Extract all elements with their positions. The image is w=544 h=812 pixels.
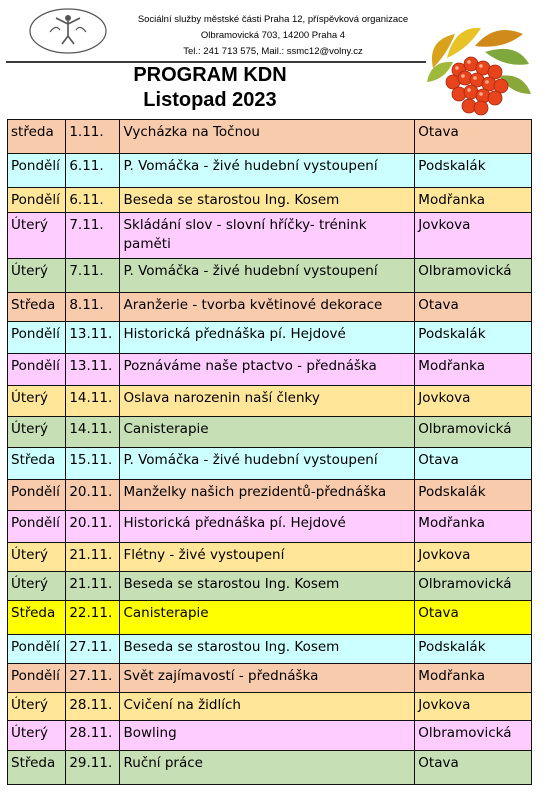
- schedule-row: [8, 213, 532, 259]
- place-cell: Jovkova: [415, 213, 532, 259]
- date-cell: 14.11.: [66, 386, 120, 417]
- day-cell: Pondělí: [8, 322, 66, 354]
- activity-cell: Beseda se starostou Ing. Kosem: [120, 188, 415, 213]
- activity-cell: Historická přednáška pí. Hejdové: [120, 511, 415, 543]
- date-cell: 20.11.: [66, 511, 120, 543]
- date-cell: 7.11.: [66, 259, 120, 293]
- activity-cell: Beseda se starostou Ing. Kosem: [120, 572, 415, 601]
- schedule-body: [8, 120, 532, 785]
- date-cell: 7.11.: [66, 213, 120, 259]
- activity-cell: P. Vomáčka - živé hudební vystoupení: [120, 154, 415, 188]
- activity-cell: Oslava narozenin naší členky: [120, 386, 415, 417]
- activity-cell: Poznáváme naše ptactvo - přednáška: [120, 354, 415, 386]
- organization-info: [112, 12, 434, 60]
- day-cell: Úterý: [8, 386, 66, 417]
- day-cell: Středa: [8, 601, 66, 635]
- schedule-row: [8, 188, 532, 213]
- date-cell: 28.11.: [66, 721, 120, 751]
- org-name: Sociální služby městské části Praha 12, příspěvková organizace: [137, 14, 409, 25]
- schedule-row: [8, 120, 532, 154]
- activity-cell: Svět zajímavostí - přednáška: [120, 664, 415, 693]
- day-cell: Úterý: [8, 693, 66, 721]
- place-cell: Jovkova: [415, 543, 532, 572]
- place-cell: Jovkova: [415, 693, 532, 721]
- day-cell: Středa: [8, 448, 66, 480]
- day-cell: Úterý: [8, 213, 66, 259]
- activity-cell: Historická přednáška pí. Hejdové: [120, 322, 415, 354]
- activity-cell: Beseda se starostou Ing. Kosem: [120, 635, 415, 664]
- date-cell: 14.11.: [66, 417, 120, 448]
- schedule-row: [8, 259, 532, 293]
- day-cell: Úterý: [8, 572, 66, 601]
- activity-cell: Vycházka na Točnou: [120, 120, 415, 154]
- schedule-row: [8, 154, 532, 188]
- day-cell: Pondělí: [8, 188, 66, 213]
- date-cell: 8.11.: [66, 293, 120, 322]
- place-cell: Olbramovická: [415, 417, 532, 448]
- date-cell: 13.11.: [66, 322, 120, 354]
- schedule-row: [8, 601, 532, 635]
- place-cell: Otava: [415, 751, 532, 785]
- activity-cell: Flétny - živé vystoupení: [120, 543, 415, 572]
- date-cell: 21.11.: [66, 543, 120, 572]
- day-cell: Pondělí: [8, 635, 66, 664]
- day-cell: Pondělí: [8, 154, 66, 188]
- schedule-row: [8, 354, 532, 386]
- schedule-row: [8, 480, 532, 511]
- place-cell: Otava: [415, 601, 532, 635]
- place-cell: Otava: [415, 120, 532, 154]
- place-cell: Jovkova: [415, 386, 532, 417]
- day-cell: Pondělí: [8, 511, 66, 543]
- schedule-row: [8, 322, 532, 354]
- date-cell: 21.11.: [66, 572, 120, 601]
- page-subtitle: Listopad 2023: [143, 89, 277, 111]
- date-cell: 29.11.: [66, 751, 120, 785]
- date-cell: 20.11.: [66, 480, 120, 511]
- schedule-row: [8, 721, 532, 751]
- date-cell: 15.11.: [66, 448, 120, 480]
- rowan-berries-image: [425, 20, 533, 120]
- schedule-row: [8, 751, 532, 785]
- page-title: PROGRAM KDN: [133, 64, 287, 86]
- activity-cell: Manželky našich prezidentů-přednáška: [120, 480, 415, 511]
- place-cell: Olbramovická: [415, 259, 532, 293]
- activity-cell: P. Vomáčka - živé hudební vystoupení: [120, 259, 415, 293]
- day-cell: Úterý: [8, 721, 66, 751]
- schedule-row: [8, 664, 532, 693]
- place-cell: Modřanka: [415, 188, 532, 213]
- day-cell: Středa: [8, 751, 66, 785]
- place-cell: Modřanka: [415, 664, 532, 693]
- schedule-table: [7, 119, 532, 785]
- schedule-row: [8, 448, 532, 480]
- schedule-row: [8, 293, 532, 322]
- place-cell: Olbramovická: [415, 721, 532, 751]
- place-cell: Otava: [415, 448, 532, 480]
- activity-cell: P. Vomáčka - živé hudební vystoupení: [120, 448, 415, 480]
- date-cell: 6.11.: [66, 188, 120, 213]
- activity-cell: Cvičení na židlích: [120, 693, 415, 721]
- schedule-row: [8, 635, 532, 664]
- date-cell: 27.11.: [66, 635, 120, 664]
- date-cell: 13.11.: [66, 354, 120, 386]
- org-contact: Tel.: 241 713 575, Mail.: ssmc12@volny.cz: [183, 46, 363, 57]
- date-cell: 1.11.: [66, 120, 120, 154]
- activity-cell: Canisterapie: [120, 601, 415, 635]
- day-cell: Pondělí: [8, 664, 66, 693]
- date-cell: 6.11.: [66, 154, 120, 188]
- organization-logo: [26, 6, 110, 56]
- schedule-row: [8, 543, 532, 572]
- date-cell: 27.11.: [66, 664, 120, 693]
- date-cell: 28.11.: [66, 693, 120, 721]
- schedule-row: [8, 572, 532, 601]
- schedule-row: [8, 693, 532, 721]
- org-address: Olbramovická 703, 14200 Praha 4: [200, 30, 346, 41]
- activity-cell: Skládání slov - slovní hříčky- trénink paměti: [120, 213, 415, 259]
- schedule-row: [8, 386, 532, 417]
- day-cell: Úterý: [8, 543, 66, 572]
- place-cell: Modřanka: [415, 511, 532, 543]
- date-cell: 22.11.: [66, 601, 120, 635]
- day-cell: Úterý: [8, 259, 66, 293]
- day-cell: středa: [8, 120, 66, 154]
- day-cell: Pondělí: [8, 354, 66, 386]
- activity-cell: Aranžerie - tvorba květinové dekorace: [120, 293, 415, 322]
- day-cell: Úterý: [8, 417, 66, 448]
- place-cell: Podskalák: [415, 635, 532, 664]
- schedule-row: [8, 417, 532, 448]
- day-cell: Středa: [8, 293, 66, 322]
- activity-cell: Canisterapie: [120, 417, 415, 448]
- activity-cell: Bowling: [120, 721, 415, 751]
- place-cell: Olbramovická: [415, 572, 532, 601]
- activity-cell: Ruční práce: [120, 751, 415, 785]
- day-cell: Pondělí: [8, 480, 66, 511]
- schedule-row: [8, 511, 532, 543]
- place-cell: Podskalák: [415, 322, 532, 354]
- place-cell: Podskalák: [415, 154, 532, 188]
- place-cell: Otava: [415, 293, 532, 322]
- place-cell: Podskalák: [415, 480, 532, 511]
- place-cell: Modřanka: [415, 354, 532, 386]
